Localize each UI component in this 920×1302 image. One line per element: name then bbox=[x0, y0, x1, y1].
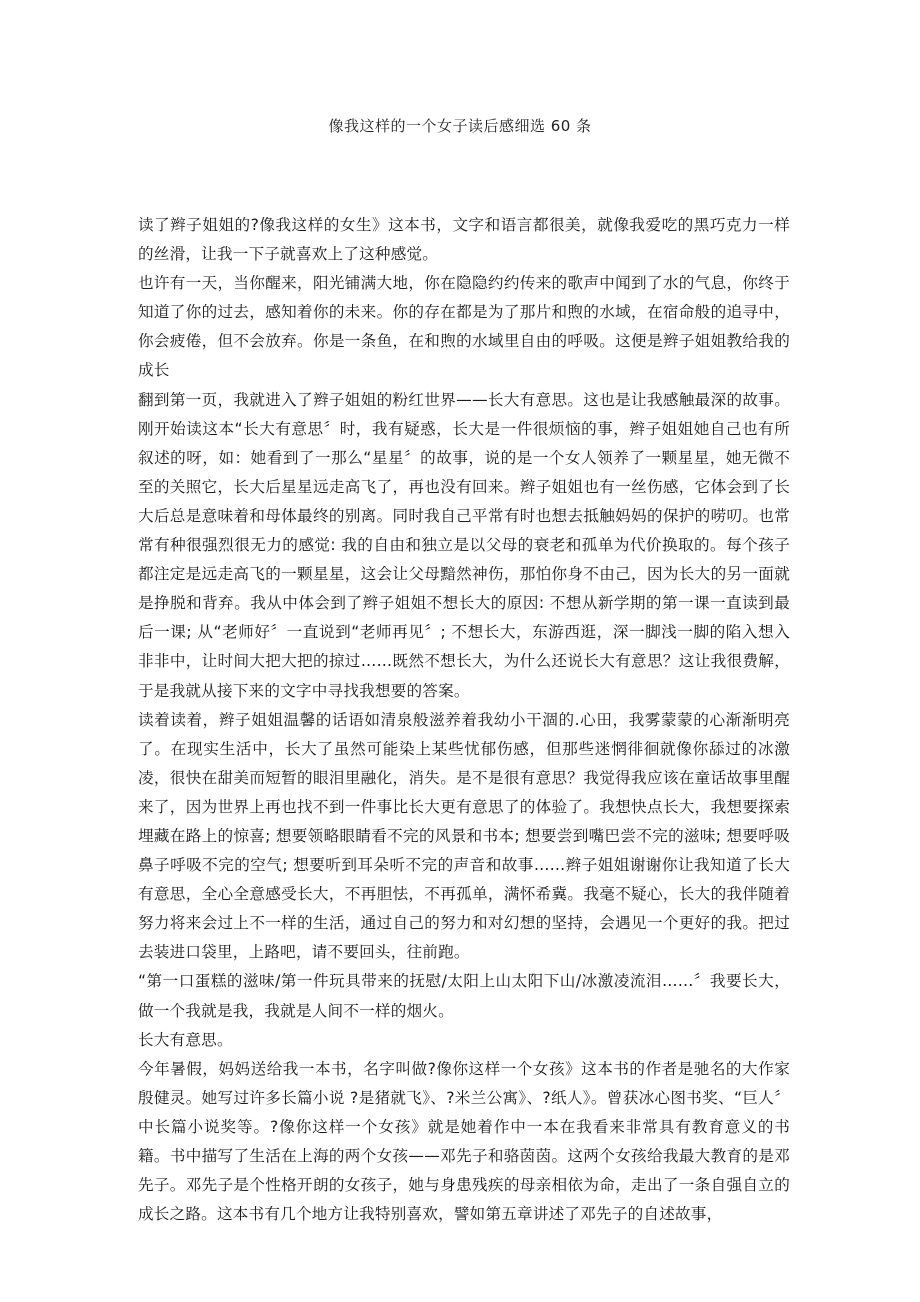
paragraph: 今年暑假，妈妈送给我一本书，名字叫做?像你这样一个女孩》这本书的作者是驰名的大作家殷健灵。她写过许多长篇小说 ?是猪就飞》、?米兰公寓》、?纸人》。曾获冰心图书奖、“巨人〞中长篇小说奖等。?像你这样一个女孩》就是她着作中一本在我看来非常具有教育意义的书籍。书中描写了生活在上海的两个女孩——邓先子和骆茵茵。这两个女孩给我最大教育的是邓先子。邓先子是个性格开朗的女孩子，她与身患残疾的母亲相依为命，走出了一条自强自立的成长之路。这本书有几个地方让我特别喜欢，譬如第五章讲述了邓先子的自述故事， bbox=[138, 1059, 790, 1224]
document-title: 像我这样的一个女子读后感细选 60 条 bbox=[328, 117, 592, 135]
document-body bbox=[138, 211, 790, 1229]
paragraph: “第一口蛋糕的滋味/第一件玩具带来的抚慰/太阳上山太阳下山/冰激凌流泪……〞我要长大，做一个我就是我，我就是人间不一样的烟火。 bbox=[138, 972, 790, 1020]
paragraph: 也许有一天，当你醒来，阳光铺满大地，你在隐隐约约传来的歌声中闻到了水的气息，你终于知道了你的过去，感知着你的未来。你的存在都是为了那片和煦的水域，在宿命般的追寻中，你会疲倦，但不会放弃。你是一条鱼，在和煦的水域里自由的呼吸。这便是辫子姐姐教给我的成长 bbox=[138, 274, 790, 380]
paragraph: 翻到第一页，我就进入了辫子姐姐的粉红世界——长大有意思。这也是让我感触最深的故事。刚开始读这本“长大有意思〞时，我有疑惑，长大是一件很烦恼的事，辫子姐姐她自己也有所叙述的呀，如：她看到了一那么“星星〞的故事，说的是一个女人领养了一颗星星，她无微不至的关照它，长大后星星远走高飞了，再也没有回来。辫子姐姐也有一丝伤感，它体会到了长大后总是意味着和母体最终的别离。同时我自己平常有时也想去抵触妈妈的保护的唠叨。也常常有种很强烈很无力的感觉: 我的自由和独立是以父母的衰老和孤单为代价换取的。每个孩子都注定是远走高飞的一颗星星，这会让父母黯然神伤，那怕你身不由己，因为长大的另一面就是挣脱和背弃。我从中体会到了辫子姐姐不想长大的原因: 不想从新学期的第一课一直读到最后一课; 从“老师好〞一直说到“老师再见〞; 不想长大，东游西逛，深一脚浅一脚的陷入想入非非中，让时间大把大把的掠过……既然不想长大，为什么还说长大有意思？这让我很费解，于是我就从接下来的文字中寻找我想要的答案。 bbox=[138, 390, 790, 700]
paragraph: 长大有意思。 bbox=[138, 1030, 233, 1049]
paragraph: 读了辫子姐姐的?像我这样的女生》这本书，文字和语言都很美，就像我爱吃的黑巧克力一样的丝滑，让我一下子就喜欢上了这种感觉。 bbox=[138, 216, 790, 264]
paragraph: 读着读着，辫子姐姐温馨的话语如清泉般滋养着我幼小干涸的.心田，我雾蒙蒙的心渐渐明亮了。在现实生活中，长大了虽然可能染上某些忧郁伤感，但那些迷惘徘徊就像你舔过的冰激凌，很快在甜美而短暂的眼泪里融化，消失。是不是很有意思？我觉得我应该在童话故事里醒来了，因为世界上再也找不到一件事比长大更有意思了的体验了。我想快点长大，我想要探索埋藏在路上的惊喜; 想要领略眼睛看不完的风景和书本; 想要尝到嘴巴尝不完的滋味; 想要呼吸鼻子呼吸不完的空气; 想要听到耳朵听不完的声音和故事……辫子姐姐谢谢你让我知道了长大有意思，全心全意感受长大，不再胆怯，不再孤单，满怀希冀。我毫不疑心，长大的我伴随着努力将来会过上不一样的生活，通过自己的努力和对幻想的坚持，会遇见一个更好的我。把过去装进口袋里，上路吧，请不要回头，往前跑。 bbox=[138, 710, 790, 962]
